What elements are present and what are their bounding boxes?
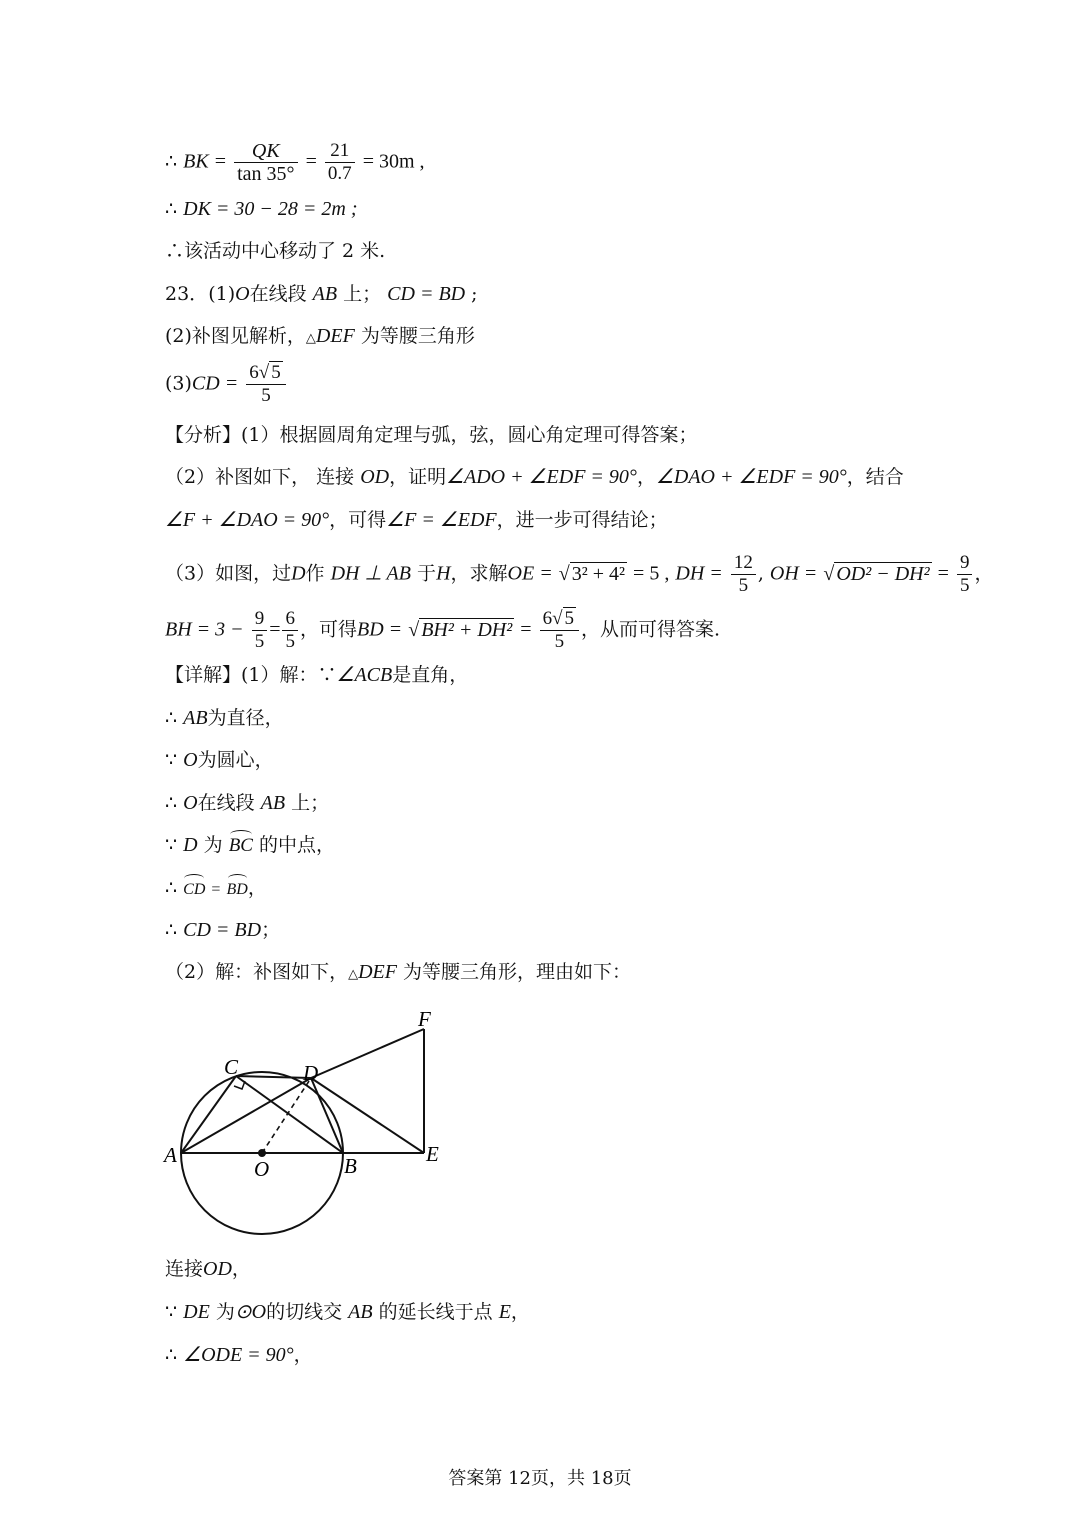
line-detail-4 xyxy=(165,790,329,816)
text: ， xyxy=(510,1301,530,1323)
math-expression: ∠ADO + ∠EDF = 90° xyxy=(446,466,637,488)
text: 在线段 xyxy=(197,792,255,814)
math-expression: ∠F + ∠DAO = 90° xyxy=(165,509,330,531)
line-detail-8 xyxy=(165,959,631,988)
because-symbol: ∵ xyxy=(165,834,178,856)
radicand: OD² − DH² xyxy=(836,562,930,585)
text: 在线段 xyxy=(249,283,307,305)
because-symbol: ∵ xyxy=(165,1301,178,1323)
coefficient: 6 xyxy=(542,608,553,629)
radicand: BH² + DH² xyxy=(421,618,513,641)
text: 于 xyxy=(417,562,437,585)
fraction-denominator: 5 xyxy=(738,575,749,596)
line-analysis-3: （3）如图，过D作 DH ⊥ AB 于H，求解OE = √ 3² + 4² = 5 , DH = $\frac{12}{5}$ , OH = √ OD² − DH² = $\frac{9}{5}$ ， xyxy=(165,552,994,596)
line-bk-formula xyxy=(165,140,425,185)
fraction-9-5 xyxy=(957,552,973,597)
equals: = xyxy=(214,150,227,173)
text: ，从而可得答案. xyxy=(581,618,721,641)
result-text: = 5 , xyxy=(633,562,670,585)
text: ， xyxy=(231,1258,251,1280)
math-cd-bd: CD = BD xyxy=(387,283,466,305)
math-cd: CD = xyxy=(191,372,239,395)
math-def: DEF xyxy=(358,961,397,983)
text: （2）补图如下， 连接 xyxy=(165,466,355,488)
line-answer-23-1 xyxy=(165,281,478,307)
fraction-denominator: 5 xyxy=(261,385,271,406)
math-circle-o: ⊙O xyxy=(234,1301,267,1323)
math-angle-acb: ∠ACB xyxy=(336,664,393,686)
question-number: 23． xyxy=(165,283,209,305)
line-detail-2 xyxy=(165,705,284,731)
line-fd xyxy=(311,1029,424,1078)
fraction-numerator: 9 xyxy=(252,608,268,631)
fraction-denominator: 5 xyxy=(554,631,565,652)
arc-bd: BD xyxy=(227,877,248,903)
line-answer-23-3 xyxy=(165,362,288,407)
math-d: D xyxy=(183,834,198,856)
therefore-symbol: ∴ xyxy=(165,792,178,814)
therefore-symbol: ∴ xyxy=(165,919,178,941)
fraction-denominator: 0.7 xyxy=(327,163,352,184)
fraction-numerator: 6 xyxy=(282,608,298,631)
fraction-9-5 xyxy=(252,608,268,653)
triangle-symbol: △ xyxy=(305,331,316,346)
math-def: DEF xyxy=(315,325,355,347)
text: 作 xyxy=(305,562,325,585)
fraction-12-5 xyxy=(731,552,756,597)
label-e: E xyxy=(426,1142,439,1166)
text: ， xyxy=(974,562,994,585)
coefficient: 6 xyxy=(249,362,259,383)
fraction-denominator: 5 xyxy=(959,575,970,596)
equals: = xyxy=(305,150,317,173)
text: ，求解 xyxy=(450,562,508,585)
equals: = xyxy=(520,618,532,641)
text: 【详解】(1）解：∵ xyxy=(165,664,337,686)
line-detail-5 xyxy=(165,832,335,859)
text: 为等腰三角形，理由如下： xyxy=(403,961,632,983)
line-answer-23-2 xyxy=(165,323,475,352)
math-expression: CD = BD xyxy=(183,919,262,941)
math-expression: DK = 30 − 28 = 2m ; xyxy=(183,198,358,220)
math-oe: OE = xyxy=(507,562,553,585)
text: （2）解：补图如下， xyxy=(165,961,349,983)
part-label: (1) xyxy=(208,283,236,305)
sqrt-3-4: √ 3² + 4² xyxy=(558,562,625,585)
fraction-denominator: tan 35° xyxy=(237,163,295,185)
line-detail-6 xyxy=(165,875,267,903)
math-o: O xyxy=(183,792,198,814)
line-dk xyxy=(165,196,358,222)
math-bd: BD = xyxy=(357,618,403,641)
text: ，证明 xyxy=(389,466,447,488)
fraction-numerator: 12 xyxy=(731,552,756,575)
arc-cd: CD xyxy=(183,877,205,903)
text: （3）如图，过 xyxy=(165,562,292,585)
math-ab: AB xyxy=(260,792,286,814)
triangle-symbol: △ xyxy=(348,967,359,982)
text: 连接 xyxy=(165,1258,204,1280)
text: ，可得 xyxy=(299,618,357,641)
text: ， xyxy=(247,877,267,899)
therefore-symbol: ∴ xyxy=(165,707,178,729)
label-a: A xyxy=(164,1143,177,1167)
fraction-qk-tan xyxy=(234,140,297,185)
line-conclusion xyxy=(165,238,385,264)
text: ，进一步可得结论； xyxy=(496,509,668,531)
text: ，结合 xyxy=(846,466,904,488)
text: ; xyxy=(465,283,478,305)
math-expression: ∠DAO + ∠EDF = 90° xyxy=(655,466,847,488)
line-detail-10 xyxy=(165,1299,530,1325)
line-detail-7 xyxy=(165,917,280,943)
math-ab: AB xyxy=(183,707,208,729)
fraction-6-5 xyxy=(282,608,298,653)
line-ac xyxy=(181,1076,236,1153)
line-analysis-2b xyxy=(165,507,668,533)
sqrt-od-dh: √ OD² − DH² xyxy=(823,562,930,585)
line-analysis-1 xyxy=(165,422,698,448)
fraction-denominator: 5 xyxy=(285,631,295,652)
text: 的中点， xyxy=(259,834,336,856)
equals: = xyxy=(937,562,949,585)
arc-bc: BC xyxy=(229,833,253,859)
geometry-figure xyxy=(150,995,470,1240)
label-d: D xyxy=(303,1061,319,1085)
math-bh: BH = 3 − xyxy=(165,618,244,641)
math-expression: ∠ODE = 90° xyxy=(183,1344,294,1366)
text: 的切线交 xyxy=(266,1301,343,1323)
math-d: D xyxy=(291,562,306,585)
text: 【分析】(1）根据圆周角定理与弧，弦，圆心角定理可得答案； xyxy=(165,424,698,446)
line-od-dashed xyxy=(262,1078,311,1153)
page-footer: 答案第 12页，共 18页 xyxy=(448,1468,632,1489)
radicand: 5 xyxy=(564,608,575,629)
line-detail-11 xyxy=(165,1342,313,1368)
label-f: F xyxy=(418,1007,431,1031)
text: 是直角， xyxy=(392,664,469,686)
radicand: 3² + 4² xyxy=(571,562,625,585)
math-o: O xyxy=(235,283,250,305)
label-c: C xyxy=(224,1055,239,1079)
equals: = xyxy=(211,881,221,898)
fraction-numerator: QK xyxy=(234,140,297,163)
fraction-numerator: 9 xyxy=(957,552,973,575)
text: ； xyxy=(261,919,281,941)
math-e: E xyxy=(498,1301,511,1323)
equals: = xyxy=(269,618,281,641)
text: 上； xyxy=(343,283,382,305)
text: 为 xyxy=(203,834,223,856)
line-detail-3 xyxy=(165,747,274,773)
because-symbol: ∵ xyxy=(165,749,178,771)
fraction-6sqrt5-over-5: $\frac{6√ 5}{5}$ xyxy=(246,362,285,407)
part-label: (3) xyxy=(165,372,192,395)
text: (2)补图见解析， xyxy=(165,325,306,347)
line-detail-9 xyxy=(165,1256,251,1282)
math-oh: OH = xyxy=(769,562,818,585)
sqrt-bh-dh: √ BH² + DH² xyxy=(408,618,513,641)
text: ， xyxy=(636,466,656,488)
text: ，可得 xyxy=(329,509,387,531)
math-de: DE xyxy=(183,1301,210,1323)
math-dh: DH = xyxy=(675,562,723,585)
fraction-6sqrt5-over-5: $\frac{6√ 5}{5}$ xyxy=(540,608,579,653)
text: 上； xyxy=(291,792,330,814)
text: 为直径， xyxy=(207,707,284,729)
therefore-symbol: ∴ xyxy=(165,1344,178,1366)
math-od: OD xyxy=(203,1258,232,1280)
math-bk: BK xyxy=(183,150,209,173)
text: 为圆心， xyxy=(197,749,274,771)
radicand: 5 xyxy=(271,362,281,383)
math-expression: DH ⊥ AB xyxy=(330,562,411,585)
therefore-symbol: ∴ xyxy=(165,877,178,899)
therefore-symbol: ∴ xyxy=(165,150,178,173)
line-cd xyxy=(236,1076,311,1078)
fraction-numerator: 21 xyxy=(325,140,355,163)
math-od: OD xyxy=(360,466,390,488)
math-expression: ∠F = ∠EDF xyxy=(386,509,497,531)
line-detail-1 xyxy=(165,662,468,688)
fraction-denominator: 5 xyxy=(254,631,265,652)
line-analysis-2 xyxy=(165,464,904,490)
text: ， xyxy=(293,1344,313,1366)
label-b: B xyxy=(344,1154,357,1178)
result-text: = 30m , xyxy=(362,150,425,173)
center-point-o xyxy=(258,1149,266,1157)
text: 的延长线于点 xyxy=(378,1301,493,1323)
text: 为 xyxy=(215,1301,235,1323)
math-ab: AB xyxy=(348,1301,373,1323)
label-o: O xyxy=(254,1157,270,1181)
math-ab: AB xyxy=(312,283,338,305)
math-h: H xyxy=(436,562,451,585)
fraction-21-07 xyxy=(325,140,355,185)
math-o: O xyxy=(183,749,198,771)
therefore-symbol: ∴ xyxy=(165,198,178,220)
text: 为等腰三角形 xyxy=(354,325,475,347)
text: ∴该活动中心移动了 2 米. xyxy=(165,240,386,262)
line-analysis-3b xyxy=(165,608,720,653)
